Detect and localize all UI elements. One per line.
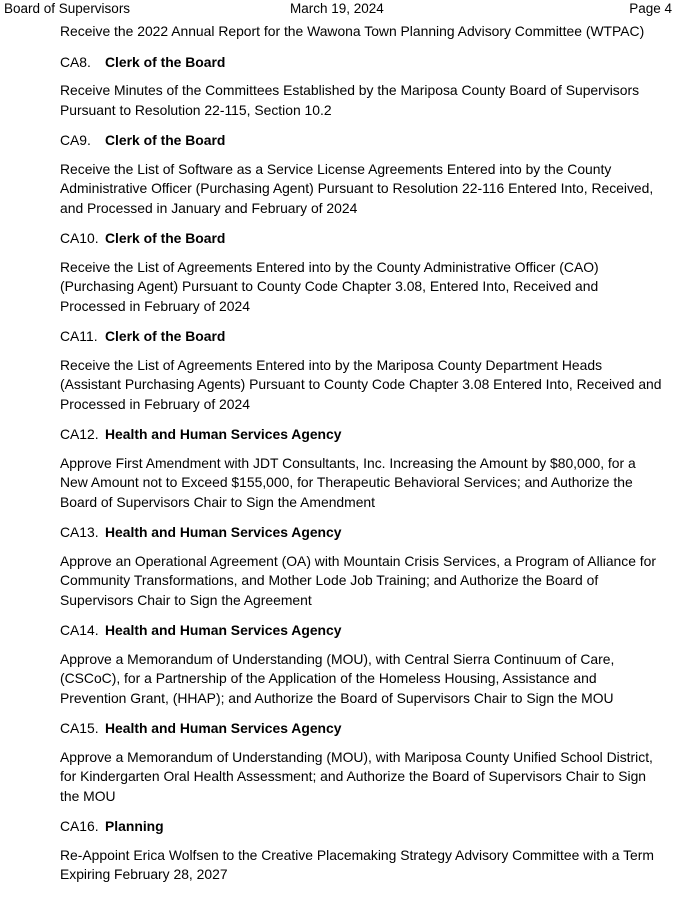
- item-heading: [60, 229, 664, 249]
- item-description: Re-Appoint Erica Wolfsen to the Creative Placemaking Strategy Advisory Committee with a Term Expiring February 28, 2027: [60, 846, 654, 882]
- item-heading: [60, 621, 664, 641]
- item-description: Approve an Operational Agreement (OA) with Mountain Crisis Services, a Program of Alliance for Community Transformations, and Mother Lode Job Training; and Authorize the Board of Supervisors Chair to Sign the Agreement: [60, 552, 657, 608]
- item-description: Approve a Memorandum of Understanding (MOU), with Central Sierra Continuum of Care, (CSCoC), for a Partnership of the Application of the Homeless Housing, Assistance and Prevention Grant, (HHAP); and Authorize the Board of Supervisors Chair to Sign the MOU: [60, 650, 615, 706]
- page-header: [0, 0, 680, 18]
- item-description: Approve First Amendment with JDT Consultants, Inc. Increasing the Amount by $80,000, for a New Amount not to Exceed $155,000, for Therapeutic Behavioral Services; and Authorize the Board of Supervisors Chair to Sign the Amendment: [60, 454, 636, 510]
- item-heading: [60, 53, 664, 73]
- item-heading: [60, 817, 664, 837]
- item-code: CA10.: [60, 230, 99, 246]
- item-department: Clerk of the Board: [105, 132, 226, 148]
- item-department: Planning: [105, 818, 164, 834]
- item-department: Clerk of the Board: [105, 230, 226, 246]
- item-description: Receive the List of Agreements Entered into by the Mariposa County Department Heads (Assistant Purchasing Agents) Pursuant to County Code Chapter 3.08 Entered Into, Received and Processed in February of 2024: [60, 356, 662, 412]
- agenda-item-ca8: [60, 53, 664, 121]
- item-department: Clerk of the Board: [105, 53, 226, 70]
- agenda-item-ca10: [60, 229, 664, 316]
- item-code: CA14.: [60, 622, 99, 638]
- item-code: CA12.: [60, 426, 99, 442]
- item-description: Receive Minutes of the Committees Established by the Mariposa County Board of Supervisors Pursuant to Resolution 22-115, Section 10.2: [60, 82, 640, 118]
- item-description: Receive the List of Agreements Entered into by the County Administrative Officer (CAO) (Purchasing Agent) Pursuant to County Code Chapter 3.08, Entered Into, Received and Processed in February of 2024: [60, 258, 599, 314]
- agenda-item-ca15: [60, 719, 664, 806]
- item-department: Health and Human Services Agency: [105, 524, 342, 540]
- item-heading: [60, 131, 664, 151]
- intro-text: Receive the 2022 Annual Report for the Wawona Town Planning Advisory Committee (WTPAC): [60, 23, 645, 39]
- item-code: CA16.: [60, 818, 99, 834]
- header-page-number: Page 4: [629, 1, 672, 16]
- agenda-item-ca9: [60, 131, 664, 218]
- item-department: Clerk of the Board: [105, 328, 226, 344]
- header-board-name: Board of Supervisors: [4, 1, 131, 16]
- agenda-item-ca11: [60, 327, 664, 414]
- item-heading: [60, 327, 664, 347]
- item-code: CA11.: [60, 328, 98, 344]
- agenda-content: [60, 18, 664, 885]
- item-department: Health and Human Services Agency: [105, 720, 342, 736]
- header-date: March 19, 2024: [290, 1, 384, 16]
- item-heading: [60, 425, 664, 445]
- agenda-item-ca12: [60, 425, 664, 512]
- item-code: CA13.: [60, 524, 99, 540]
- agenda-item-ca13: [60, 523, 664, 610]
- item-code: CA15.: [60, 720, 99, 736]
- item-heading: [60, 719, 664, 739]
- item-description: Receive the List of Software as a Service License Agreements Entered into by the County Administrative Officer (Purchasing Agent) Pursuant to Resolution 22-116 Entered Into, Received, and Processed in January and February of 2024: [60, 160, 654, 216]
- item-code: CA9.: [60, 132, 91, 148]
- item-code: CA8.: [60, 53, 91, 70]
- item-department: Health and Human Services Agency: [105, 426, 342, 442]
- item-description: Approve a Memorandum of Understanding (MOU), with Mariposa County Unified School District, for Kindergarten Oral Health Assessment; and Authorize the Board of Supervisors Chair to Sign the MOU: [60, 748, 653, 804]
- agenda-item-ca14: [60, 621, 664, 708]
- item-department: Health and Human Services Agency: [105, 622, 342, 638]
- item-heading: [60, 523, 664, 543]
- agenda-item-ca16: [60, 817, 664, 885]
